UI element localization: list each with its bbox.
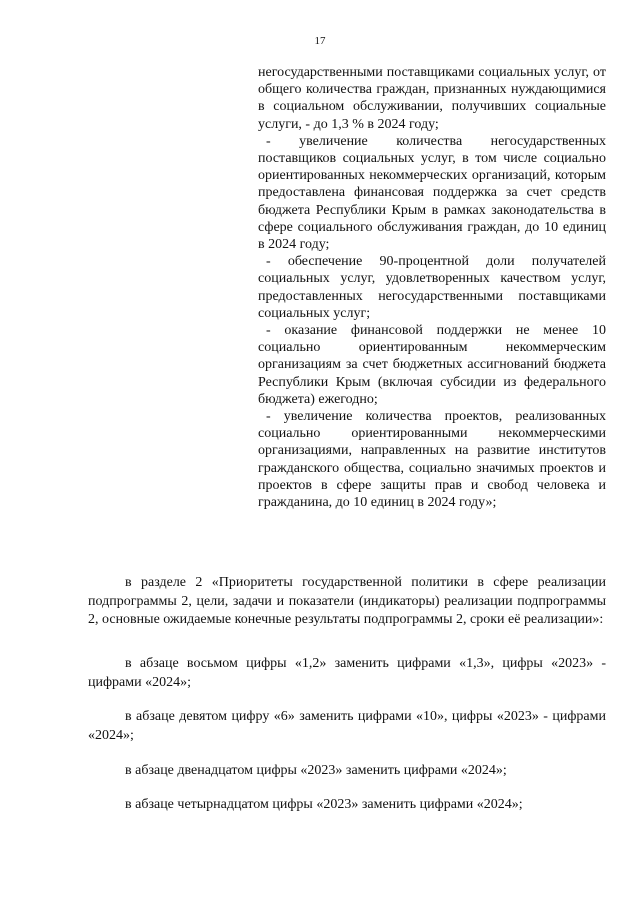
abzac-14-block [88,796,606,815]
abzac-9-instruction: в абзаце девятом цифру «6» заменить цифрами «10», цифры «2023» - цифрами «2024»; [88,709,606,743]
right-column-text [258,64,606,511]
page-number: 17 [314,35,326,47]
paragraph-bullet-90-percent: - обеспечение 90-процентной доли получателей социальных услуг, удовлетворенных качеством услуг, предоставленных негосударственными поставщиками социальных услуг; [258,254,606,321]
abzac-12-instruction: в абзаце двенадцатом цифры «2023» заменить цифрами «2024»; [125,763,507,778]
section-2-intro: в разделе 2 «Приоритеты государственной политики в сфере реализации подпрограммы 2, цели, задачи и показатели (индикаторы) реализации подпрограммы 2, основные ожидаемые конечные результаты подпрограммы 2, сроки её реализации»: [88,575,606,627]
paragraph-bullet-projects: - увеличение количества проектов, реализованных социально ориентированными некоммерческими организациями, направленных на развитие институтов гражданского общества, социально значимых проектов и проектов в сфере защиты прав и свобод человека и гражданина, до 10 единиц в 2024 году»; [258,409,606,511]
abzac-8-instruction: в абзаце восьмом цифры «1,2» заменить цифрами «1,3», цифры «2023» - цифрами «2024»; [88,656,606,690]
abzac-12-block [88,762,606,781]
paragraph-bullet-increase-providers: - увеличение количества негосударственных поставщиков социальных услуг, в том числе социально ориентированных некоммерческих организаций, которым предоставлена финансовая поддержка за счет средств бюджета Республики Крым в рамках законодательства в сфере социального обслуживания граждан, до 10 единиц в 2024 году; [258,133,606,253]
section-2-paragraph [88,574,606,630]
paragraph-bullet-financial-support: - оказание финансовой поддержки не менее 10 социально ориентированным некоммерческим организациям за счет бюджетных ассигнований бюджета Республики Крым (включая субсидии из федерального бюджета) ежегодно; [258,323,606,407]
abzac-9-block [88,708,606,745]
abzac-8-block [88,655,606,692]
paragraph-continuation: негосударственными поставщиками социальных услуг, от общего количества граждан, признанных нуждающимися в социальном обслуживании, получивших социальные услуги, - до 1,3 % в 2024 году; [258,65,606,132]
abzac-14-instruction: в абзаце четырнадцатом цифры «2023» заменить цифрами «2024»; [125,797,523,812]
